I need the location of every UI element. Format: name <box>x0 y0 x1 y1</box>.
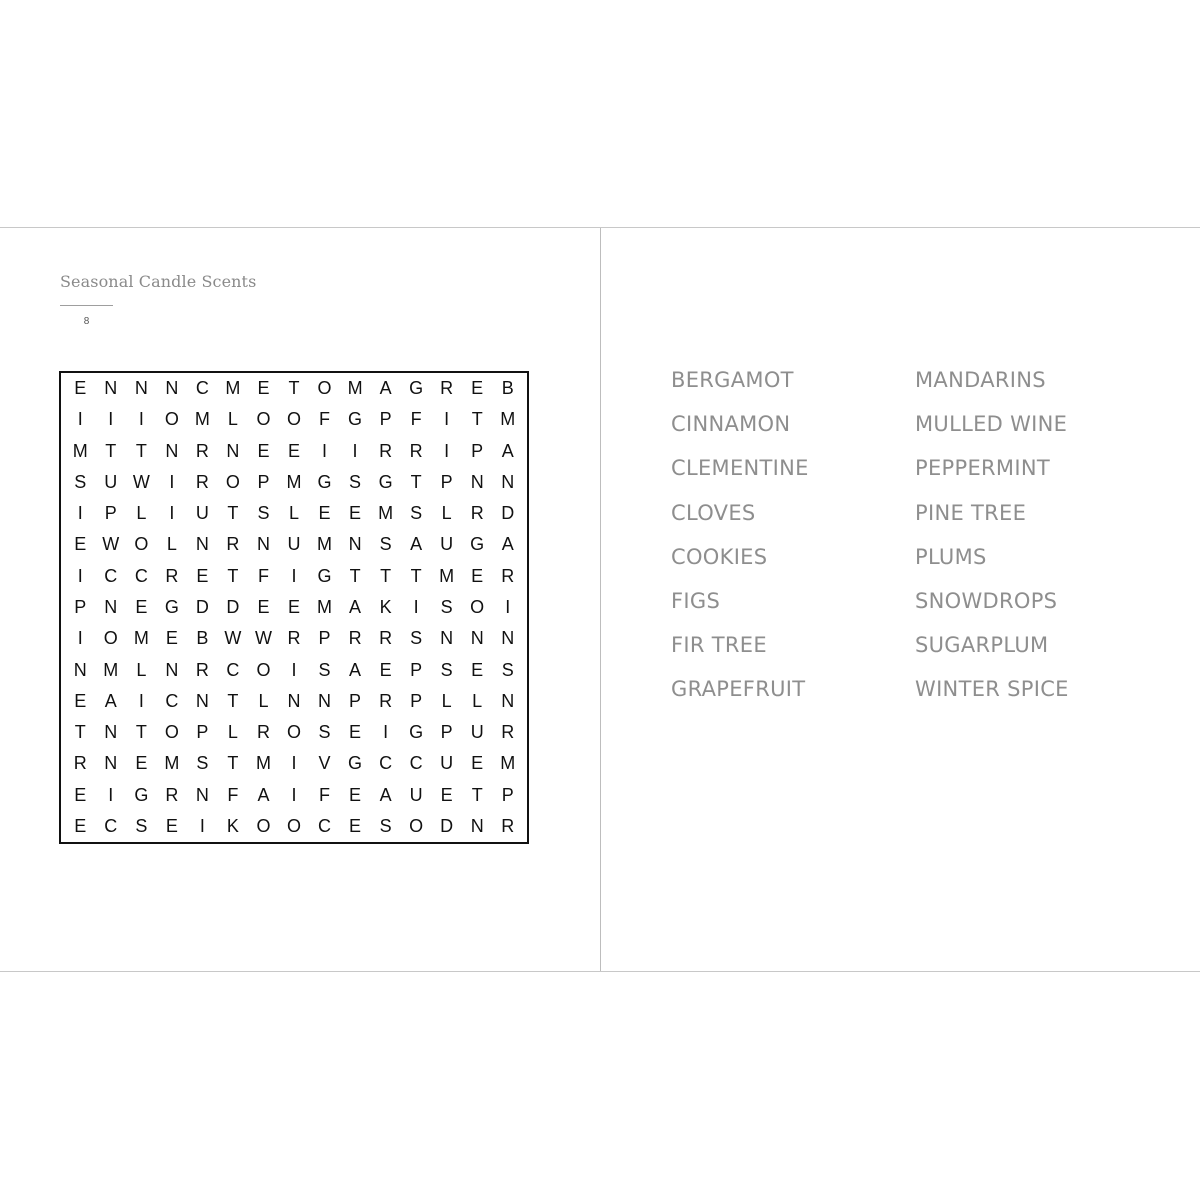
word-list-item: FIGS <box>671 588 721 613</box>
grid-cell[interactable]: M <box>317 596 333 617</box>
grid-cell[interactable]: E <box>349 784 362 805</box>
grid-cell[interactable]: O <box>470 596 485 617</box>
grid-cell[interactable]: L <box>227 409 238 430</box>
grid-cell[interactable]: U <box>440 753 454 774</box>
grid-cell[interactable]: L <box>136 503 147 524</box>
grid-cell[interactable]: M <box>378 503 394 524</box>
grid-cell[interactable]: M <box>103 659 119 680</box>
grid-cell[interactable]: E <box>257 596 270 617</box>
grid-cell[interactable]: S <box>440 596 453 617</box>
grid-cell[interactable]: O <box>164 409 179 430</box>
grid-cell[interactable]: E <box>471 753 484 774</box>
grid-cell[interactable]: W <box>102 534 120 555</box>
grid-cell[interactable]: G <box>348 753 363 774</box>
grid-cell[interactable]: E <box>165 628 178 649</box>
grid-cell[interactable]: K <box>379 596 392 617</box>
grid-cell[interactable]: N <box>501 628 515 649</box>
grid-cell[interactable]: P <box>104 503 117 524</box>
grid-cell[interactable]: G <box>164 596 179 617</box>
grid-cell[interactable]: I <box>291 565 297 586</box>
grid-cell[interactable]: N <box>104 722 118 743</box>
grid-cell[interactable]: G <box>134 784 149 805</box>
grid-cell[interactable]: F <box>319 409 331 430</box>
word-list-item: CLEMENTINE <box>671 456 809 481</box>
grid-cell[interactable]: T <box>288 378 300 399</box>
grid-cell[interactable]: E <box>349 503 362 524</box>
grid-cell[interactable]: N <box>165 659 179 680</box>
grid-cell[interactable]: G <box>348 409 363 430</box>
grid-cell[interactable]: O <box>286 722 301 743</box>
grid-cell[interactable]: A <box>501 440 514 461</box>
grid-cell[interactable]: M <box>72 440 88 461</box>
grid-cell[interactable]: M <box>255 753 271 774</box>
grid-cell[interactable]: N <box>104 596 118 617</box>
word-list <box>671 365 1115 719</box>
grid-cell[interactable]: O <box>103 628 118 649</box>
grid-cell[interactable]: E <box>349 815 362 836</box>
grid-cell[interactable]: N <box>104 378 118 399</box>
word-list-item: PLUMS <box>915 544 987 569</box>
grid-cell[interactable]: E <box>379 659 392 680</box>
grid-cell[interactable]: A <box>501 534 514 555</box>
grid-cell[interactable]: M <box>225 378 241 399</box>
grid-cell[interactable]: N <box>195 784 209 805</box>
grid-cell[interactable]: V <box>318 753 331 774</box>
grid-cell[interactable]: S <box>196 753 209 774</box>
grid-cell[interactable]: A <box>410 534 423 555</box>
grid-cell[interactable]: G <box>409 722 424 743</box>
grid-cell[interactable]: G <box>317 565 332 586</box>
grid-cell[interactable]: N <box>318 690 332 711</box>
word-list-item: GRAPEFRUIT <box>671 677 806 702</box>
grid-cell[interactable]: L <box>472 690 483 711</box>
grid-cell[interactable]: E <box>74 815 87 836</box>
grid-cell[interactable]: N <box>501 471 515 492</box>
grid-cell[interactable]: C <box>134 565 148 586</box>
grid-cell[interactable]: I <box>322 440 328 461</box>
grid-cell[interactable]: A <box>257 784 270 805</box>
grid-cell[interactable]: G <box>378 471 393 492</box>
grid-cell[interactable]: I <box>383 722 389 743</box>
grid-cell[interactable]: R <box>501 565 515 586</box>
grid-cell[interactable]: R <box>73 753 87 774</box>
grid-cell[interactable]: I <box>291 753 297 774</box>
grid-cell[interactable]: C <box>226 659 240 680</box>
word-list-item: MANDARINS <box>915 368 1046 392</box>
grid-cell[interactable]: R <box>501 722 515 743</box>
grid-cell[interactable]: O <box>256 409 271 430</box>
grid-cell[interactable]: P <box>410 690 423 711</box>
grid-cell[interactable]: N <box>165 440 179 461</box>
grid-cell[interactable]: C <box>104 565 118 586</box>
grid-cell[interactable]: T <box>227 503 239 524</box>
grid-cell[interactable]: R <box>501 815 515 836</box>
grid-cell[interactable]: E <box>74 784 87 805</box>
grid-cell[interactable]: T <box>135 722 147 743</box>
grid-cell[interactable]: S <box>349 471 362 492</box>
grid-cell[interactable]: D <box>226 596 240 617</box>
grid-cell[interactable]: F <box>227 784 239 805</box>
grid-cell[interactable]: O <box>134 534 149 555</box>
grid-cell[interactable]: E <box>74 534 87 555</box>
grid-cell[interactable]: C <box>104 815 118 836</box>
grid-cell[interactable]: C <box>379 753 393 774</box>
book-spread <box>0 227 1200 972</box>
grid-cell[interactable]: A <box>349 659 362 680</box>
grid-cell[interactable]: I <box>138 690 144 711</box>
grid-cell[interactable]: E <box>349 722 362 743</box>
word-list-item: PINE TREE <box>915 500 1027 525</box>
grid-cell[interactable]: I <box>199 815 205 836</box>
grid-cell[interactable]: I <box>138 409 144 430</box>
grid-cell[interactable]: N <box>104 753 118 774</box>
grid-cell[interactable]: I <box>108 784 114 805</box>
grid-cell[interactable]: T <box>349 565 361 586</box>
grid-cell[interactable]: P <box>440 471 453 492</box>
grid-cell[interactable]: I <box>108 409 114 430</box>
grid-cell[interactable]: E <box>318 503 331 524</box>
grid-cell[interactable]: S <box>379 534 392 555</box>
grid-cell[interactable]: S <box>379 815 392 836</box>
grid-cell[interactable]: I <box>77 565 83 586</box>
grid-cell[interactable]: C <box>318 815 332 836</box>
grid-cell[interactable]: B <box>196 628 209 649</box>
grid-cell[interactable]: A <box>379 378 392 399</box>
grid-cell[interactable]: P <box>257 471 270 492</box>
grid-cell[interactable]: N <box>134 378 148 399</box>
grid-cell[interactable]: L <box>258 690 269 711</box>
grid-cell[interactable]: R <box>379 440 393 461</box>
grid-cell[interactable]: E <box>257 378 270 399</box>
grid-cell[interactable]: O <box>164 722 179 743</box>
word-list-item: BERGAMOT <box>671 368 794 392</box>
grid-cell[interactable]: T <box>105 440 117 461</box>
grid-cell[interactable]: G <box>470 534 485 555</box>
grid-cell[interactable]: E <box>440 784 453 805</box>
grid-cell[interactable]: N <box>470 628 484 649</box>
grid-cell[interactable]: I <box>169 503 175 524</box>
grid-cell[interactable]: I <box>169 471 175 492</box>
grid-cell[interactable]: R <box>195 659 209 680</box>
grid-cell[interactable]: I <box>77 628 83 649</box>
grid-cell[interactable]: O <box>256 815 271 836</box>
grid-cell[interactable]: E <box>74 690 87 711</box>
word-list-item: PEPPERMINT <box>915 456 1050 481</box>
grid-cell[interactable]: M <box>500 409 516 430</box>
grid-cell[interactable]: N <box>165 378 179 399</box>
grid-cell[interactable]: T <box>471 784 483 805</box>
grid-cell[interactable]: D <box>501 503 515 524</box>
grid-cell[interactable]: K <box>226 815 239 836</box>
grid-cell[interactable]: E <box>471 659 484 680</box>
grid-cell[interactable]: I <box>77 503 83 524</box>
grid-cell[interactable]: T <box>380 565 392 586</box>
grid-cell[interactable]: O <box>256 659 271 680</box>
grid-cell[interactable]: W <box>254 628 272 649</box>
grid-cell[interactable]: O <box>286 815 301 836</box>
grid-cell[interactable]: M <box>286 471 302 492</box>
word-list-item: COOKIES <box>671 544 768 569</box>
grid-cell[interactable]: R <box>226 534 240 555</box>
grid-cell[interactable]: T <box>227 753 239 774</box>
grid-cell[interactable]: S <box>135 815 148 836</box>
grid-cell[interactable]: S <box>257 503 270 524</box>
grid-cell[interactable]: A <box>104 690 117 711</box>
grid-cell[interactable]: U <box>104 471 118 492</box>
grid-cell[interactable]: N <box>470 815 484 836</box>
grid-cell[interactable]: E <box>74 378 87 399</box>
grid-cell[interactable]: U <box>440 534 454 555</box>
grid-cell[interactable]: N <box>287 690 301 711</box>
grid-cell[interactable]: A <box>349 596 362 617</box>
grid-cell[interactable]: T <box>410 565 422 586</box>
grid-cell[interactable]: P <box>349 690 362 711</box>
grid-cell[interactable]: A <box>379 784 392 805</box>
grid-cell[interactable]: R <box>256 722 270 743</box>
grid-cell[interactable]: T <box>227 690 239 711</box>
word-list-item: SNOWDROPS <box>915 588 1058 613</box>
grid-cell[interactable]: E <box>135 596 148 617</box>
grid-cell[interactable]: I <box>413 596 419 617</box>
grid-cell[interactable]: O <box>409 815 424 836</box>
grid-cell[interactable]: R <box>379 628 393 649</box>
grid-cell[interactable]: P <box>410 659 423 680</box>
grid-cell[interactable]: T <box>74 722 86 743</box>
grid-cell[interactable]: F <box>257 565 269 586</box>
grid-cell[interactable]: T <box>410 471 422 492</box>
grid-cell[interactable]: E <box>287 596 300 617</box>
grid-cell[interactable]: F <box>319 784 331 805</box>
grid-cell[interactable]: S <box>440 659 453 680</box>
grid-cell[interactable]: M <box>347 378 363 399</box>
word-search-grid[interactable] <box>59 371 529 844</box>
grid-cell[interactable]: M <box>500 753 516 774</box>
grid-cell[interactable]: O <box>317 378 332 399</box>
grid-cell[interactable]: N <box>440 628 454 649</box>
grid-cell[interactable]: R <box>440 378 454 399</box>
grid-cell[interactable]: C <box>409 753 423 774</box>
grid-cell[interactable]: O <box>286 409 301 430</box>
grid-cell[interactable]: R <box>409 440 423 461</box>
grid-cell[interactable]: D <box>195 596 209 617</box>
grid-cell[interactable]: N <box>226 440 240 461</box>
grid-cell[interactable]: U <box>195 503 209 524</box>
grid-cell[interactable]: S <box>74 471 87 492</box>
grid-cell[interactable]: I <box>77 409 83 430</box>
grid-cell[interactable]: B <box>501 378 514 399</box>
grid-cell[interactable]: P <box>471 440 484 461</box>
grid-cell[interactable]: U <box>470 722 484 743</box>
grid-cell[interactable]: E <box>196 565 209 586</box>
grid-cell[interactable]: S <box>318 722 331 743</box>
grid-cell[interactable]: L <box>166 534 177 555</box>
grid-cell[interactable]: N <box>195 690 209 711</box>
grid-cell[interactable]: T <box>471 409 483 430</box>
grid-cell[interactable]: M <box>439 565 455 586</box>
grid-cell[interactable]: W <box>132 471 150 492</box>
grid-cell[interactable]: E <box>257 440 270 461</box>
grid-cell[interactable]: S <box>318 659 331 680</box>
grid-cell[interactable]: I <box>444 409 450 430</box>
grid-cell[interactable]: P <box>379 409 392 430</box>
grid-cell[interactable]: R <box>195 471 209 492</box>
grid-cell[interactable]: R <box>287 628 301 649</box>
grid-cell[interactable]: M <box>317 534 333 555</box>
grid-cell[interactable]: E <box>135 753 148 774</box>
grid-cell[interactable]: I <box>291 659 297 680</box>
grid-cell[interactable]: G <box>317 471 332 492</box>
right-page <box>601 228 1200 971</box>
grid-cell[interactable]: I <box>505 596 511 617</box>
grid-cell[interactable]: E <box>287 440 300 461</box>
word-list-item: SUGARPLUM <box>915 633 1049 658</box>
grid-cell[interactable]: L <box>227 722 238 743</box>
grid-cell[interactable]: F <box>410 409 422 430</box>
word-list-item: CINNAMON <box>671 412 791 437</box>
grid-cell[interactable]: M <box>164 753 180 774</box>
grid-cell[interactable]: T <box>227 565 239 586</box>
grid-cell[interactable]: P <box>501 784 514 805</box>
grid-cell[interactable]: G <box>409 378 424 399</box>
grid-cell[interactable]: I <box>291 784 297 805</box>
grid-cell[interactable]: U <box>287 534 301 555</box>
grid-cell[interactable]: P <box>318 628 331 649</box>
grid-cell[interactable]: O <box>225 471 240 492</box>
grid-cell[interactable]: P <box>440 722 453 743</box>
grid-cell[interactable]: S <box>501 659 514 680</box>
word-list-item: FIR TREE <box>671 633 767 658</box>
grid-cell[interactable]: N <box>470 471 484 492</box>
grid-cell[interactable]: N <box>348 534 362 555</box>
grid-cell[interactable]: L <box>136 659 147 680</box>
grid-cell[interactable]: C <box>165 690 179 711</box>
grid-cell[interactable]: N <box>73 659 87 680</box>
grid-cell[interactable]: M <box>133 628 149 649</box>
grid-cell[interactable]: N <box>256 534 270 555</box>
grid-cell[interactable]: R <box>195 440 209 461</box>
grid-cell[interactable]: I <box>444 440 450 461</box>
grid-cell[interactable]: N <box>195 534 209 555</box>
grid-cell[interactable]: P <box>196 722 209 743</box>
grid-cell[interactable]: U <box>409 784 423 805</box>
grid-cell[interactable]: I <box>352 440 358 461</box>
grid-cell[interactable]: E <box>471 378 484 399</box>
grid-cell[interactable]: M <box>194 409 210 430</box>
grid-cell[interactable]: R <box>470 503 484 524</box>
word-list-item: WINTER SPICE <box>915 677 1069 702</box>
word-list-item: MULLED WINE <box>915 412 1068 437</box>
grid-cell[interactable]: E <box>165 815 178 836</box>
grid-cell[interactable]: R <box>165 784 179 805</box>
grid-cell[interactable]: D <box>440 815 454 836</box>
title-divider <box>60 305 113 306</box>
grid-cell[interactable]: E <box>471 565 484 586</box>
page-number: 8 <box>83 316 90 327</box>
grid-cell[interactable]: N <box>501 690 515 711</box>
grid-cell[interactable]: L <box>441 690 452 711</box>
grid-cell[interactable]: L <box>441 503 452 524</box>
left-page <box>0 228 600 971</box>
grid-cell[interactable]: C <box>195 378 209 399</box>
word-list-item: CLOVES <box>671 500 756 525</box>
page-title: Seasonal Candle Scents <box>60 272 257 291</box>
grid-cell[interactable]: L <box>288 503 299 524</box>
grid-cell[interactable]: R <box>379 690 393 711</box>
grid-cell[interactable]: S <box>410 628 423 649</box>
grid-cell[interactable]: W <box>224 628 242 649</box>
grid-cell[interactable]: T <box>135 440 147 461</box>
grid-cell[interactable]: S <box>410 503 423 524</box>
grid-cell[interactable]: R <box>165 565 179 586</box>
grid-cell[interactable]: P <box>74 596 87 617</box>
grid-cell[interactable]: R <box>348 628 362 649</box>
